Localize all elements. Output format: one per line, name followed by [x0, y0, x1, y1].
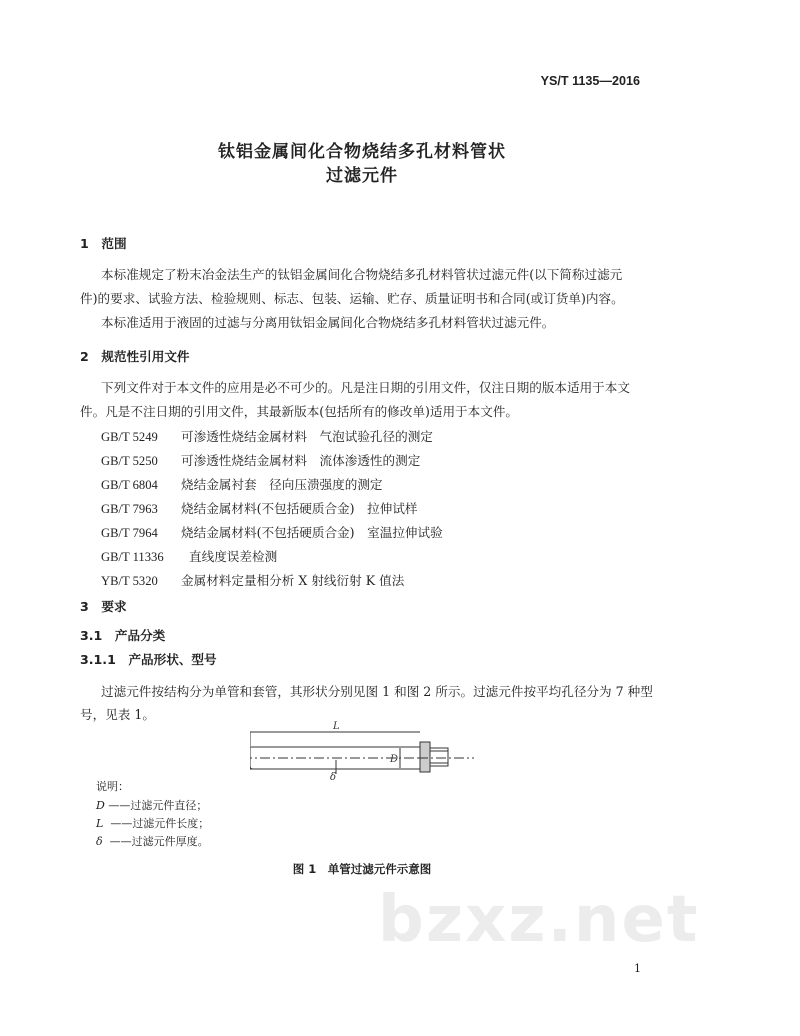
legend-title: 说明：: [96, 780, 129, 793]
para-line: 本标准规定了粉末冶金法生产的钛铝金属间化合物烧结多孔材料管状过滤元件(以下简称过滤元: [101, 267, 623, 282]
dimension-L-label: L: [333, 721, 340, 732]
legend-text: ——过滤元件厚度。: [109, 835, 209, 848]
legend-item: [96, 815, 209, 831]
doc-title-line2: 过滤元件: [326, 166, 398, 186]
ref-code: GB/T 11336: [101, 550, 164, 564]
ref-title: 烧结金属衬套 径向压溃强度的测定: [181, 477, 383, 492]
ref-code: GB/T 6804: [101, 478, 158, 492]
ref-code: GB/T 5249: [101, 430, 158, 444]
ref-title: 烧结金属材料(不包括硬质合金) 拉伸试样: [181, 501, 418, 516]
para-line: 本标准适用于液固的过滤与分离用钛铝金属间化合物烧结多孔材料管状过滤元件。: [101, 315, 555, 330]
single-tube-diagram: [250, 718, 420, 790]
reference-item: [101, 426, 433, 445]
legend-text: ——过滤元件长度；: [110, 817, 210, 830]
ref-title: 直线度误差检测: [189, 549, 278, 564]
legend-text: ——过滤元件直径；: [108, 799, 208, 812]
reference-item: [101, 450, 420, 469]
section-3-1-1-heading: 3.1.1 产品形状、型号: [80, 652, 217, 667]
ref-title: 可渗透性烧结金属材料 流体渗透性的测定: [181, 453, 421, 468]
para-line: 下列文件对于本文件的应用是必不可少的。凡是注日期的引用文件，仅注日期的版本适用于本文: [101, 380, 630, 395]
reference-item: [101, 474, 383, 493]
reference-item: [101, 570, 404, 589]
para-line: 号，见表 1。: [80, 707, 155, 722]
ref-code: GB/T 7964: [101, 526, 158, 540]
legend-item: [96, 797, 207, 813]
section-3-heading: 3 要求: [80, 599, 127, 614]
dimension-delta-label: δ: [330, 772, 337, 783]
dimension-D-label: D: [390, 754, 399, 765]
page-number: 1: [634, 962, 641, 975]
ref-code: GB/T 5250: [101, 454, 158, 468]
ref-title: 烧结金属材料(不包括硬质合金) 室温拉伸试验: [181, 525, 443, 540]
legend-item: [96, 833, 209, 849]
para-line: 件。凡是不注日期的引用文件，其最新版本(包括所有的修改单)适用于本文件。: [80, 404, 519, 419]
standard-number: YS/T 1135—2016: [540, 74, 640, 88]
reference-item: [101, 522, 443, 541]
para-line: 过滤元件按结构分为单管和套管，其形状分别见图 1 和图 2 所示。过滤元件按平均孔径分为 7 种型: [101, 684, 653, 699]
section-3-1-heading: 3.1 产品分类: [80, 628, 166, 643]
section-1-heading: 1 范围: [80, 236, 127, 251]
ref-code: GB/T 7963: [101, 502, 158, 516]
ref-title: 金属材料定量相分析 X 射线衍射 K 值法: [181, 573, 405, 588]
legend-symbol: δ: [96, 835, 103, 848]
doc-title-line1: 钛铝金属间化合物烧结多孔材料管状: [218, 142, 506, 162]
reference-item: [101, 498, 418, 517]
ref-title: 可渗透性烧结金属材料 气泡试验孔径的测定: [181, 429, 433, 444]
figure-caption: 图 1 单管过滤元件示意图: [292, 862, 432, 876]
legend-symbol: D: [96, 799, 105, 812]
reference-item: [101, 546, 277, 565]
legend-symbol: L: [96, 817, 104, 830]
tube-end-fitting: [418, 732, 478, 780]
section-2-heading: 2 规范性引用文件: [80, 349, 190, 364]
ref-code: YB/T 5320: [101, 574, 158, 588]
watermark: bzxz.net: [378, 883, 700, 957]
para-line: 件)的要求、试验方法、检验规则、标志、包装、运输、贮存、质量证明书和合同(或订货单)内容。: [80, 291, 624, 306]
